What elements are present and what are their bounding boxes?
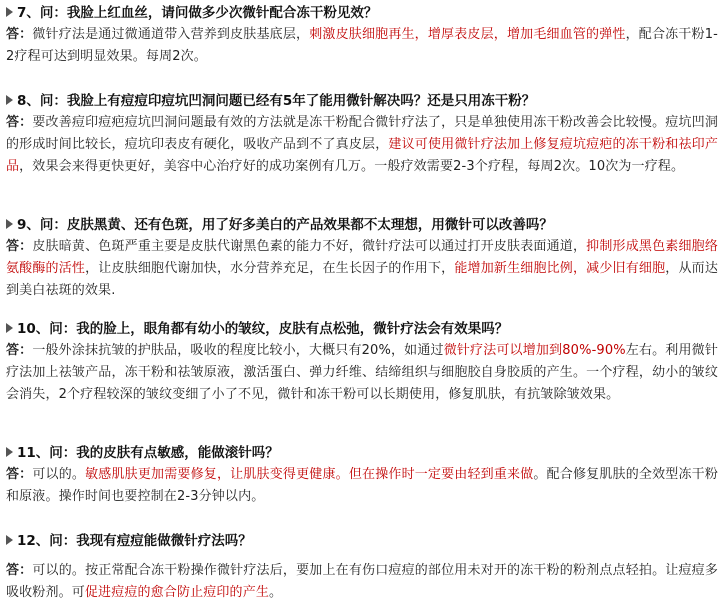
faq-question	[6, 442, 718, 464]
answer-text: 可以的。按正常配合冻干粉操作微针疗法后，要加上在有伤口痘痘的部位用未对开的冻干粉的粉剂点点轻拍。让痘痘多吸收粉剂。可	[6, 563, 718, 600]
faq-item-8	[6, 90, 718, 178]
answer-text: 。	[269, 585, 283, 600]
answer-text: 微针疗法是通过微通道带入营养到皮肤基底层，	[32, 27, 310, 42]
bullet-arrow-icon	[6, 7, 13, 17]
question-text: 9、问：皮肤黑黄、还有色斑，用了好多美白的产品效果都不太理想，用微针可以改善吗？	[17, 217, 553, 233]
answer-text: ，效果会来得更快更好，美容中心治疗好的成功案例有几万。一般疗效需要2-3个疗程，每周2次。10次为一疗程。	[19, 159, 685, 174]
question-text: 10、问：我的脸上，眼角都有幼小的皱纹，皮肤有点松弛，微针疗法会有效果吗？	[17, 321, 509, 337]
faq-question	[6, 214, 718, 236]
faq-item-11	[6, 442, 718, 508]
bullet-arrow-icon	[6, 323, 13, 333]
faq-question	[6, 530, 718, 552]
faq-item-9	[6, 214, 718, 302]
answer-text: 左右。利用微针疗法加上祛皱产品，冻干粉和祛皱原液，激活蛋白、弹力纤维、结缔组织与细胞胶自身胶质的产生。一个疗程，幼小的皱纹会消失，2个疗程较深的皱纹变细了小了不见，微针和冻干粉可以长期使用，修复肌肤，有抗皱除皱效果。	[6, 343, 718, 402]
faq-answer	[6, 24, 718, 68]
answer-highlight: 刺激皮肤细胞再生，增厚表皮层，增加毛细血管的弹性	[309, 27, 626, 42]
answer-text: 。配合修复肌肤的全效型冻干粉和原液。操作时间也要控制在2-3分钟以内。	[6, 467, 718, 504]
answer-label: 答：	[6, 115, 33, 130]
faq-answer	[6, 560, 718, 604]
answer-highlight: 微针疗法可以增加到80%-90%	[443, 343, 626, 358]
answer-text: ，让皮肤细胞代谢加快，水分营养充足，在生长因子的作用下，	[85, 261, 455, 276]
faq-answer	[6, 112, 718, 178]
faq-question	[6, 2, 718, 24]
bullet-arrow-icon	[6, 447, 13, 457]
answer-label: 答：	[6, 467, 33, 482]
question-text: 7、问：我脸上红血丝，请问做多少次微针配合冻干粉见效？	[17, 5, 378, 21]
answer-text: 可以的。	[32, 467, 86, 482]
faq-question	[6, 90, 718, 112]
faq-answer	[6, 236, 718, 302]
answer-label: 答：	[6, 563, 33, 578]
faq-question	[6, 318, 718, 340]
faq-item-10	[6, 318, 718, 406]
answer-text: ，配合冻干粉1-2疗程可达到明显效果。每周2次。	[6, 27, 718, 64]
answer-highlight: 促进痘痘的愈合防止痘印的产生	[84, 585, 270, 600]
question-text: 11、问：我的皮肤有点敏感，能做滚针吗？	[17, 445, 279, 461]
answer-text: 一般外涂抹抗皱的护肤品，吸收的程度比较小，大概只有20%，如通过	[32, 343, 444, 358]
answer-highlight: 敏感肌肤更加需要修复，让肌肤变得更健康。但在操作时一定要由轻到重来做	[85, 467, 534, 482]
answer-highlight: 能增加新生细胞比例，减少旧有细胞	[454, 261, 666, 276]
question-text: 8、问：我脸上有痘痘印痘坑凹洞问题已经有5年了能用微针解决吗？还是只用冻干粉？	[17, 93, 536, 109]
answer-highlight: 抑制形成黑色素细胞络氨酸酶的活性	[6, 239, 718, 276]
bullet-arrow-icon	[6, 535, 13, 545]
question-text: 12、问：我现有痘痘能做微针疗法吗？	[17, 533, 252, 549]
answer-text: ，从而达到美白祛斑的效果.	[6, 261, 719, 298]
answer-text: 要改善痘印痘疤痘坑凹洞问题最有效的方法就是冻干粉配合微针疗法了，只是单独使用冻干粉改善会比较慢。痘坑凹洞的形成时间比较长，痘坑印表皮有硬化，吸收产品到不了真皮层，	[6, 115, 718, 152]
answer-label: 答：	[6, 239, 33, 254]
faq-answer	[6, 464, 718, 508]
faq-item-12	[6, 530, 718, 604]
faq-item-7	[6, 2, 718, 68]
answer-label: 答：	[6, 343, 33, 358]
answer-label: 答：	[6, 27, 33, 42]
bullet-arrow-icon	[6, 219, 13, 229]
answer-highlight: 建议可使用微针疗法加上修复痘坑痘疤的冻干粉和祛印产品	[6, 137, 718, 174]
faq-answer	[6, 340, 718, 406]
answer-text: 皮肤暗黄、色斑严重主要是皮肤代谢黑色素的能力不好，微针疗法可以通过打开皮肤表面通道，	[32, 239, 587, 254]
bullet-arrow-icon	[6, 95, 13, 105]
